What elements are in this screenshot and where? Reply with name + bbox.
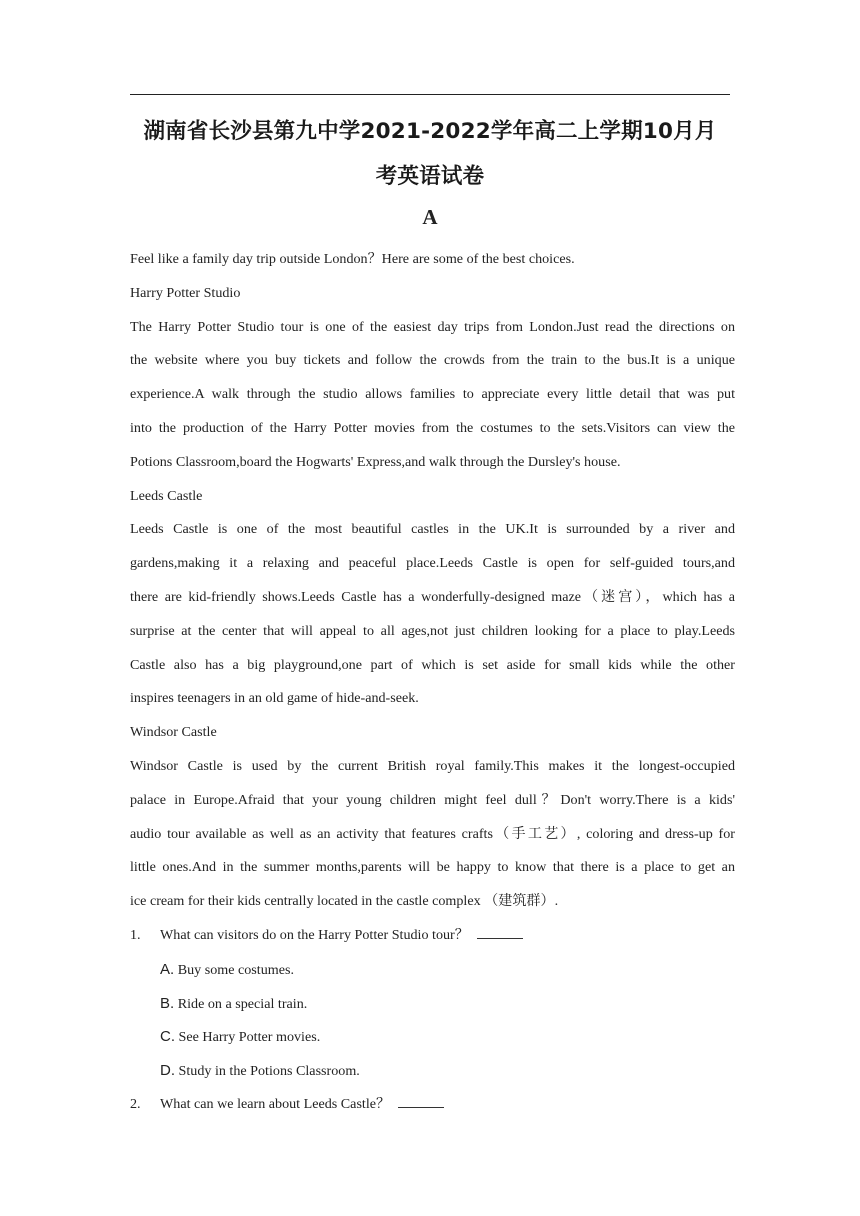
passage-line: audio tour available as well as an activity that features crafts（手工艺）, coloring and dress-up for — [130, 825, 735, 842]
subheading-windsor-castle: Windsor Castle — [130, 724, 217, 741]
passage-line: gardens,making it a relaxing and peaceful place.Leeds Castle is open for self-guided tours,and — [130, 555, 735, 572]
option-b — [130, 987, 735, 1021]
question-number: 1. — [130, 926, 141, 943]
document-title-line-1: 湖南省长沙县第九中学2021-2022学年高二上学期10月月 — [143, 119, 717, 144]
passage-line: surprise at the center that will appeal to all ages,not just children looking for a place to play.Leeds — [130, 622, 735, 639]
option-text: See Harry Potter movies. — [178, 1029, 321, 1046]
subheading-leeds-castle: Leeds Castle — [130, 487, 203, 504]
option-d — [130, 1054, 735, 1088]
question-number: 2. — [130, 1095, 141, 1112]
option-text: Buy some costumes. — [177, 961, 294, 978]
passage-line: Castle also has a big playground,one part of which is set aside for small kids while the other — [130, 656, 735, 673]
passage-line: the website where you buy tickets and follow the crowds from the train to the bus.It is a unique — [130, 352, 735, 369]
option-letter: C. — [160, 1028, 175, 1046]
question-text: What can we learn about Leeds Castle？ — [160, 1095, 391, 1112]
section-heading: A — [422, 205, 438, 229]
passage-line: Windsor Castle is used by the current British royal family.This makes it the longest-occupied — [130, 757, 735, 774]
passage-line: The Harry Potter Studio tour is one of the easiest day trips from London.Just read the directions on — [130, 318, 735, 335]
passage-line: little ones.And in the summer months,parents will be happy to know that there is a place to get an — [130, 859, 735, 876]
option-letter: B. — [160, 994, 175, 1012]
question-2 — [130, 1088, 735, 1122]
option-text: Study in the Potions Classroom. — [178, 1063, 360, 1080]
subheading-harry-potter: Harry Potter Studio — [130, 284, 241, 301]
option-letter: A. — [160, 960, 175, 978]
passage-line: Potions Classroom,board the Hogwarts' Express,and walk through the Dursley's house. — [130, 453, 621, 470]
option-c — [130, 1020, 735, 1054]
answer-blank — [477, 924, 523, 939]
passage-line: experience.A walk through the studio allows families to appreciate every little detail that was put — [130, 386, 735, 403]
passage-line: ice cream for their kids centrally located in the castle complex （建筑群）. — [130, 893, 559, 910]
header-rule — [130, 94, 730, 95]
option-a — [130, 953, 735, 987]
passage-line: palace in Europe.Afraid that your young children might feel dull？Don't worry.There is a kids' — [130, 791, 735, 808]
option-letter: D. — [160, 1062, 175, 1080]
passage-line: inspires teenagers in an old game of hide-and-seek. — [130, 690, 419, 707]
document-title-line-2: 考英语试卷 — [375, 164, 485, 189]
question-text: What can visitors do on the Harry Potter Studio tour？ — [160, 926, 469, 943]
answer-blank — [398, 1093, 444, 1108]
passage-line: Leeds Castle is one of the most beautiful castles in the UK.It is surrounded by a river and — [130, 521, 735, 538]
passage-body — [130, 243, 735, 1122]
passage-line: into the production of the Harry Potter movies from the costumes to the sets.Visitors can view the — [130, 419, 735, 436]
intro-line: Feel like a family day trip outside London？Here are some of the best choices. — [130, 251, 575, 267]
passage-line: there are kid-friendly shows.Leeds Castle has a wonderfully-designed maze（迷宫），which has a — [130, 588, 735, 605]
option-text: Ride on a special train. — [177, 995, 308, 1012]
question-1 — [130, 919, 735, 953]
